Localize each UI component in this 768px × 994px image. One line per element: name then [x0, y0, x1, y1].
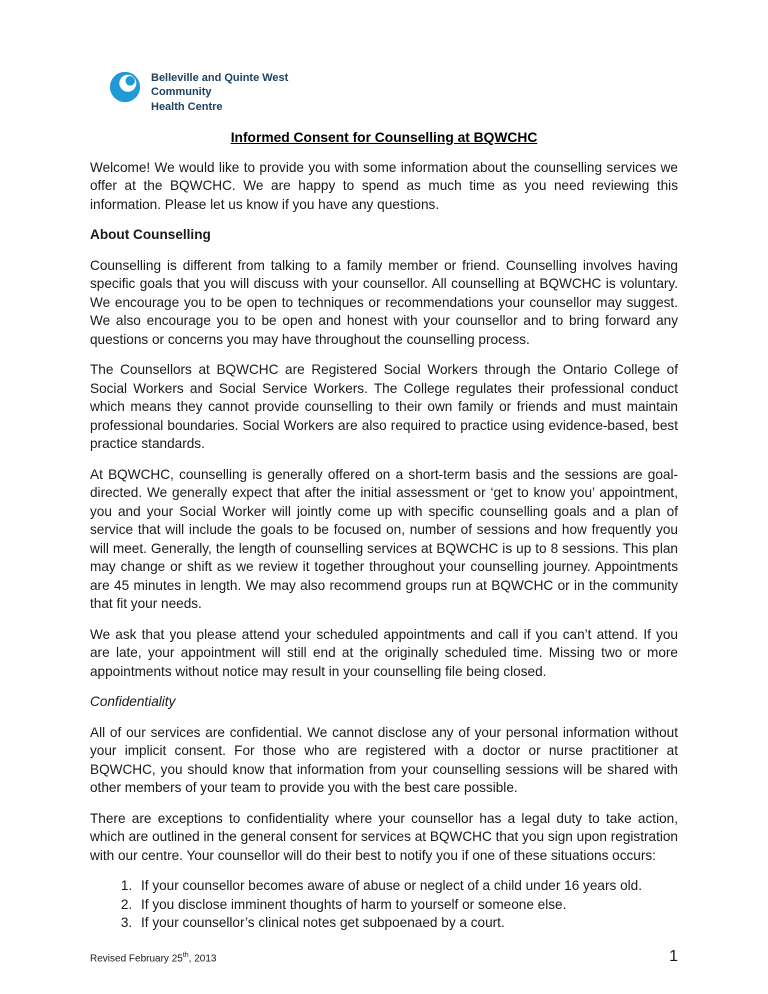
list-item: 2. If you disclose imminent thoughts of harm to yourself or someone else. — [136, 896, 678, 915]
page-footer — [90, 948, 678, 966]
about-paragraph-3: At BQWCHC, counselling is generally offered on a short-term basis and the sessions are goal-directed. We generally expect that after the initial assessment or ‘get to know you’ appointment, you and your Social Worker will jointly come up with specific counselling goals and a plan of service that will include the goals to be focused on, number of sessions and how frequently you will meet. Generally, the length of counselling services at BQWCHC is up to 8 sessions. This plan may change or shift as we review it together throughout your counselling journey. Appointments are 45 minutes in length. We may also recommend groups run at BQWCHC or in the community that fit your needs. — [90, 466, 678, 612]
about-paragraph-4: We ask that you please attend your scheduled appointments and call if you can’t attend. If you are late, your appointment will still end at the originally scheduled time. Missing two or more appointments without notice may result in your counselling file being closed. — [90, 626, 678, 679]
bqwchc-logo-icon — [108, 70, 142, 104]
about-paragraph-1: Counselling is different from talking to a family member or friend. Counselling involves having specific goals that you will discuss with your counsellor. All counselling at BQWCHC is voluntary. We encourage you to be open to techniques or recommendations your counsellor may suggest. We also encourage you to be open and honest with your counsellor and to bring forward any questions or concerns you may have throughout the counselling process. — [90, 257, 678, 347]
list-item: 3. If your counsellor’s clinical notes get subpoenaed by a court. — [136, 914, 678, 933]
revision-date-ordinal: th — [182, 951, 189, 959]
revision-date — [90, 952, 216, 964]
intro-paragraph: Welcome! We would like to provide you with some information about the counselling services we offer at the BQWCHC. We are happy to spend as much time as you need reviewing this information. Please let us know if you have any questions. — [90, 159, 678, 212]
confidentiality-heading: Confidentiality — [90, 694, 176, 710]
org-name-line1: Belleville and Quinte West — [151, 72, 289, 84]
document-title: Informed Consent for Counselling at BQWCHC — [230, 129, 538, 145]
about-paragraph-2: The Counsellors at BQWCHC are Registered Social Workers through the Ontario College of Social Workers and Social Service Workers. The College regulates their professional conduct which means they cannot provide counselling to their own family or friends and must maintain professional boundaries. Social Workers are also required to practice using evidence-based, best practice standards. — [90, 362, 678, 452]
confidentiality-paragraph-2: There are exceptions to confidentiality where your counsellor has a legal duty to take action, which are outlined in the general consent for services at BQWCHC that you sign upon registration with our centre. Your counsellor will do their best to notify you if one of these situations occurs: — [90, 810, 678, 863]
confidentiality-exceptions-list — [118, 877, 678, 933]
list-item: 1. If your counsellor becomes aware of abuse or neglect of a child under 16 years old. — [136, 877, 678, 896]
page-number: 1 — [669, 948, 678, 965]
revision-date-year: , 2013 — [188, 953, 217, 964]
about-counselling-heading: About Counselling — [90, 227, 211, 243]
org-name-line2: Community — [151, 86, 212, 99]
confidentiality-paragraph-1: All of our services are confidential. We cannot disclose any of your personal information without your implicit consent. For those who are registered with a doctor or nurse practitioner at BQWCHC, you should know that information from your counselling sessions will be shared with other members of your team to provide you with the best care possible. — [90, 724, 678, 796]
revision-date-text: Revised February 25 — [90, 953, 183, 964]
org-logo — [108, 70, 678, 114]
org-name-line3: Health Centre — [151, 100, 223, 113]
org-name — [151, 70, 288, 114]
